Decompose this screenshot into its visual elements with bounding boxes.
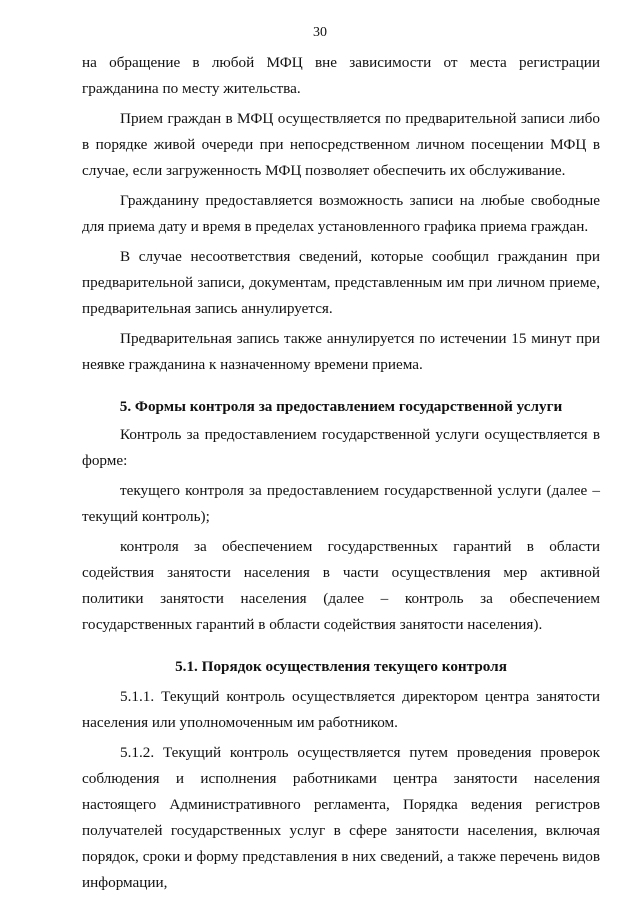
paragraph: контроля за обеспечением государственных гарантий в области содействия занятости населения в части осуществления мер активной политики занятости населения (далее – контроль за обеспечением государственных гарантий в области содействия занятости населения). bbox=[82, 538, 600, 633]
paragraph: Гражданину предоставляется возможность записи на любые свободные для приема дату и время в пределах установленного графика приема граждан. bbox=[82, 192, 600, 235]
page-content bbox=[82, 50, 600, 896]
paragraph: 5.1.1. Текущий контроль осуществляется директором центра занятости населения или уполномоченным им работником. bbox=[82, 688, 600, 731]
paragraph-continuation: на обращение в любой МФЦ вне зависимости от места регистрации гражданина по месту жительства. bbox=[82, 54, 600, 97]
paragraph: Предварительная запись также аннулируется по истечении 15 минут при неявке гражданина к назначенному времени приема. bbox=[82, 330, 600, 373]
paragraph: 5.1.2. Текущий контроль осуществляется путем проведения проверок соблюдения и исполнения работниками центра занятости населения настоящего Административного регламента, Порядка ведения регистров получателей государственных услуг в сфере занятости населения, включая порядок, сроки и форму представления в них сведений, а также перечень видов информации, bbox=[82, 744, 600, 891]
page-number: 30 bbox=[313, 25, 327, 40]
section-heading: 5. Формы контроля за предоставлением государственной услуги bbox=[119, 398, 563, 415]
subsection-heading: 5.1. Порядок осуществления текущего контроля bbox=[175, 658, 507, 675]
paragraph: Контроль за предоставлением государственной услуги осуществляется в форме: bbox=[82, 426, 600, 469]
paragraph: В случае несоответствия сведений, которые сообщил гражданин при предварительной записи, документам, представленным им при личном приеме, предварительная запись аннулируется. bbox=[82, 248, 600, 317]
paragraph: текущего контроля за предоставлением государственной услуги (далее – текущий контроль); bbox=[82, 482, 600, 525]
paragraph: Прием граждан в МФЦ осуществляется по предварительной записи либо в порядке живой очереди при непосредственном личном посещении МФЦ в случае, если загруженность МФЦ позволяет обеспечить их обслуживание. bbox=[82, 110, 600, 179]
